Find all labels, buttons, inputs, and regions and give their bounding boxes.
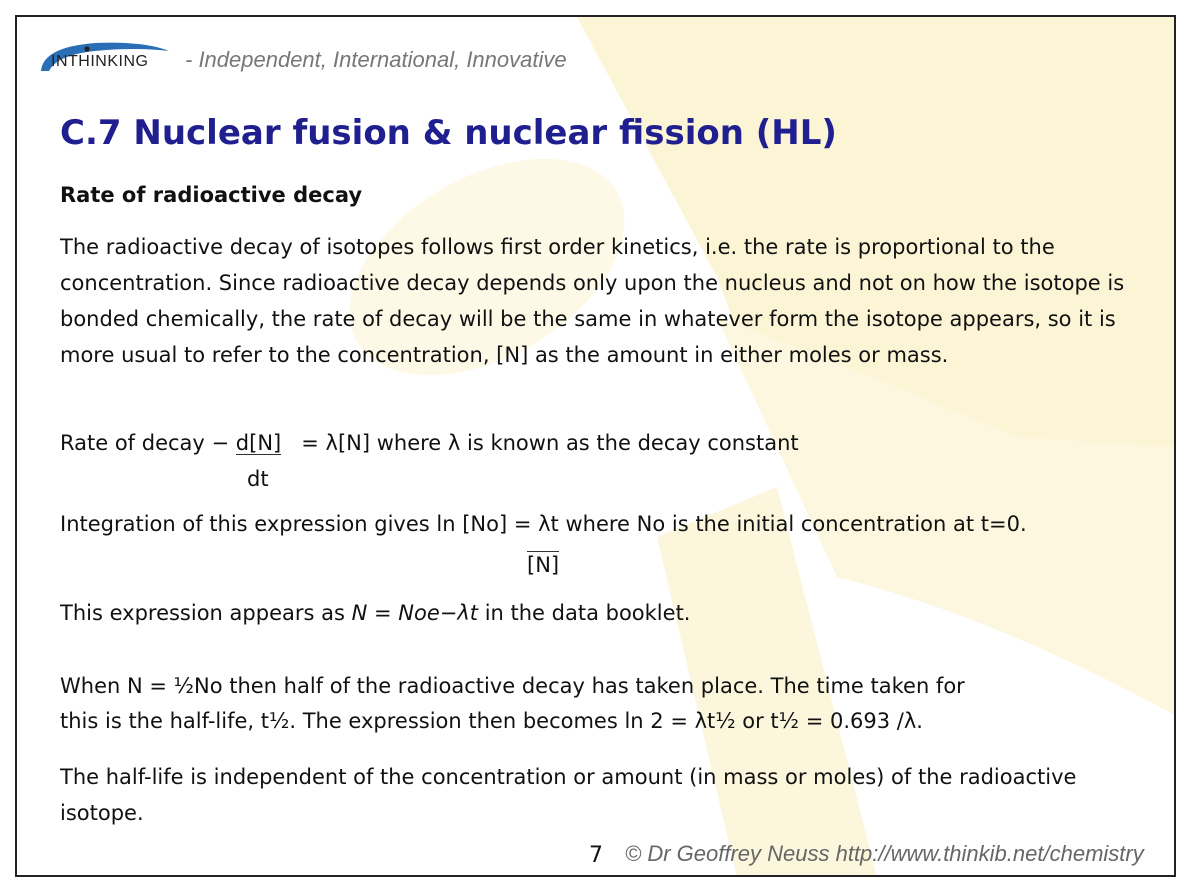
tagline: - Independent, International, Innovative [185, 47, 567, 72]
booklet-suffix: in the data booklet. [484, 601, 691, 625]
slide-title: C.7 Nuclear fusion & nuclear fission (HL) [60, 113, 837, 153]
integration-numerator: [No] [462, 512, 508, 536]
logo-text: INTHINKING [51, 53, 149, 70]
slide [15, 15, 1176, 877]
intro-paragraph [60, 229, 1150, 373]
integration-suffix: = λt where No is the initial concentration at t=0. [513, 512, 1027, 536]
rate-denominator: dt [247, 467, 269, 491]
intro-text: The radioactive decay of isotopes follows first order kinetics, i.e. the rate is proportional to the concentration. Since radioactive decay depends only upon the nucleus and not on how the isotope is bonded chemically, the rate of decay will be the same in whatever form the isotope appears, so it is more usual to refer to the concentration, [N] as the amount in either moles or mass. [60, 235, 1125, 367]
integration-equation [60, 512, 1027, 536]
integration-denominator: [N] [527, 553, 560, 577]
copyright-footer: © Dr Geoffrey Neuss http://www.thinkib.net/chemistry [625, 841, 1144, 866]
rate-numerator: d[N] [235, 431, 282, 455]
rate-of-decay-equation [60, 431, 799, 455]
page-number: 7 [589, 843, 603, 868]
rate-prefix: Rate of decay − [60, 431, 230, 455]
closing-paragraph [60, 759, 1150, 831]
closing-text: The half-life is independent of the concentration or amount (in mass or moles) of the radioactive isotope. [60, 765, 1077, 825]
booklet-prefix: This expression appears as [60, 601, 345, 625]
integration-prefix: Integration of this expression gives ln [60, 512, 456, 536]
booklet-expression: N = Noe−λt [351, 601, 478, 625]
half-life-line-2: this is the half-life, t½. The expression then becomes ln 2 = λt½ or t½ = 0.693 /λ. [60, 709, 923, 733]
section-heading: Rate of radioactive decay [60, 183, 363, 207]
data-booklet-line [60, 601, 690, 625]
rate-suffix: = λ[N] where λ is known as the decay constant [301, 431, 799, 455]
half-life-line-1: When N = ½No then half of the radioactive decay has taken place. The time taken for [60, 674, 965, 698]
